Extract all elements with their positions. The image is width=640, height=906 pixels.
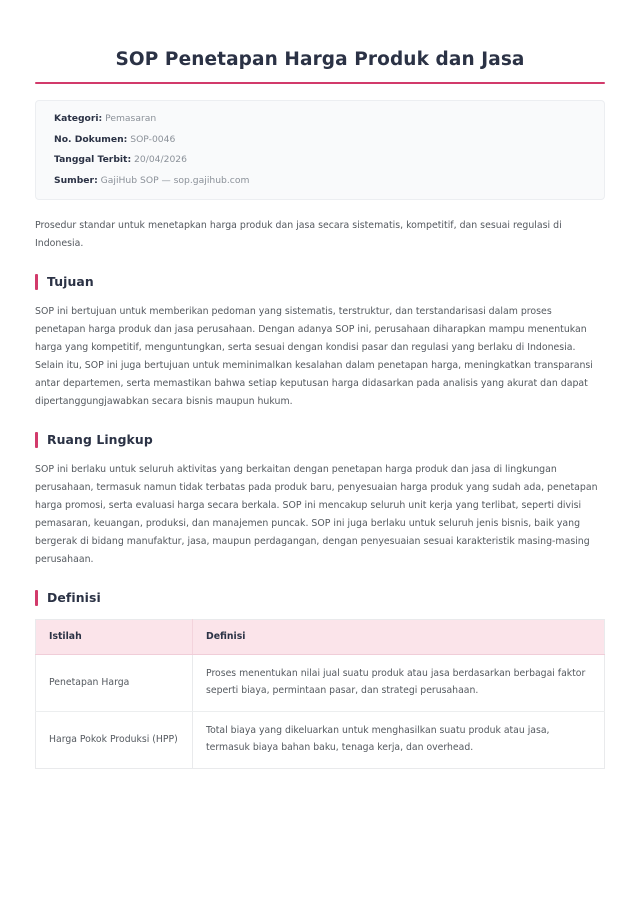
metadata-row-sumber [54,176,586,186]
metadata-label-sumber: Sumber: [54,175,98,187]
metadata-row-no-dokumen [54,135,586,145]
definisi-table [35,619,605,769]
table-row [36,712,605,769]
column-header-definisi: Definisi [193,620,605,655]
section-heading-tujuan [35,274,605,290]
table-header-row [36,620,605,655]
definisi-table-header [36,620,605,655]
cell-istilah: Penetapan Harga [36,655,193,712]
section-body-ruang-lingkup: SOP ini berlaku untuk seluruh aktivitas yang berkaitan dengan penetapan harga produk dan jasa di lingkungan perusahaan, termasuk namun tidak terbatas pada produk baru, penyesuaian harga produk yang sudah ada, penetapan harga promosi, serta evaluasi harga secara berkala. SOP ini mencakup seluruh unit kerja yang terlibat, seperti divisi pemasaran, keuangan, produksi, dan manajemen puncak. SOP ini juga berlaku untuk seluruh jenis bisnis, baik yang bergerak di bidang manufaktur, jasa, maupun perdagangan, dengan penyesuaian sesuai karakteristik masing-masing perusahaan. [35,464,598,566]
cell-istilah: Harga Pokok Produksi (HPP) [36,712,193,769]
section-body-tujuan: SOP ini bertujuan untuk memberikan pedoman yang sistematis, terstruktur, dan terstandarisasi dalam proses penetapan harga produk dan jasa perusahaan. Dengan adanya SOP ini, perusahaan diharapkan mampu menentukan harga yang kompetitif, menguntungkan, serta sesuai dengan kondisi pasar dan regulasi yang berlaku di Indonesia. Selain itu, SOP ini juga bertujuan untuk meminimalkan kesalahan dalam penetapan harga, meningkatkan transparansi antar departemen, serta memastikan bahwa setiap keputusan harga didasarkan pada analisis yang akurat dan dapat dipertanggungjawabkan secara bisnis maupun hukum. [35,305,593,408]
metadata-label-no-dokumen: No. Dokumen: [54,133,128,145]
section-ruang-lingkup [35,432,605,569]
metadata-row-tanggal-terbit [54,155,586,165]
accent-bar-icon [35,274,38,290]
document-metadata-box [35,100,605,200]
section-definisi [35,590,605,769]
section-tujuan [35,274,605,411]
table-row [36,655,605,712]
definisi-table-body [36,655,605,769]
page-title: SOP Penetapan Harga Produk dan Jasa [115,49,525,70]
metadata-value-tanggal-terbit: 20/04/2026 [134,154,188,166]
section-title-definisi: Definisi [47,590,101,606]
section-title-tujuan: Tujuan [47,273,94,289]
accent-bar-icon [35,590,38,606]
accent-bar-icon [35,432,38,448]
cell-definisi: Proses menentukan nilai jual suatu produk atau jasa berdasarkan berbagai faktor seperti biaya, permintaan pasar, dan strategi perusahaan. [193,655,605,712]
metadata-value-kategori: Pemasaran [105,113,157,125]
section-title-ruang-lingkup: Ruang Lingkup [47,431,153,447]
cell-definisi: Total biaya yang dikeluarkan untuk menghasilkan suatu produk atau jasa, termasuk biaya bahan baku, tenaga kerja, dan overhead. [206,725,550,754]
column-header-istilah: Istilah [36,620,193,655]
document-intro-text: Prosedur standar untuk menetapkan harga produk dan jasa secara sistematis, kompetitif, dan sesuai regulasi di Indonesia. [35,219,562,249]
section-heading-definisi [35,590,605,606]
metadata-value-no-dokumen: SOP-0046 [130,133,176,145]
metadata-label-kategori: Kategori: [54,113,103,125]
metadata-value-sumber: GajiHub SOP — sop.gajihub.com [100,175,250,187]
metadata-row-kategori [54,114,586,124]
section-heading-ruang-lingkup [35,432,605,448]
title-underline-rule [35,82,605,84]
metadata-label-tanggal-terbit: Tanggal Terbit: [54,154,132,166]
